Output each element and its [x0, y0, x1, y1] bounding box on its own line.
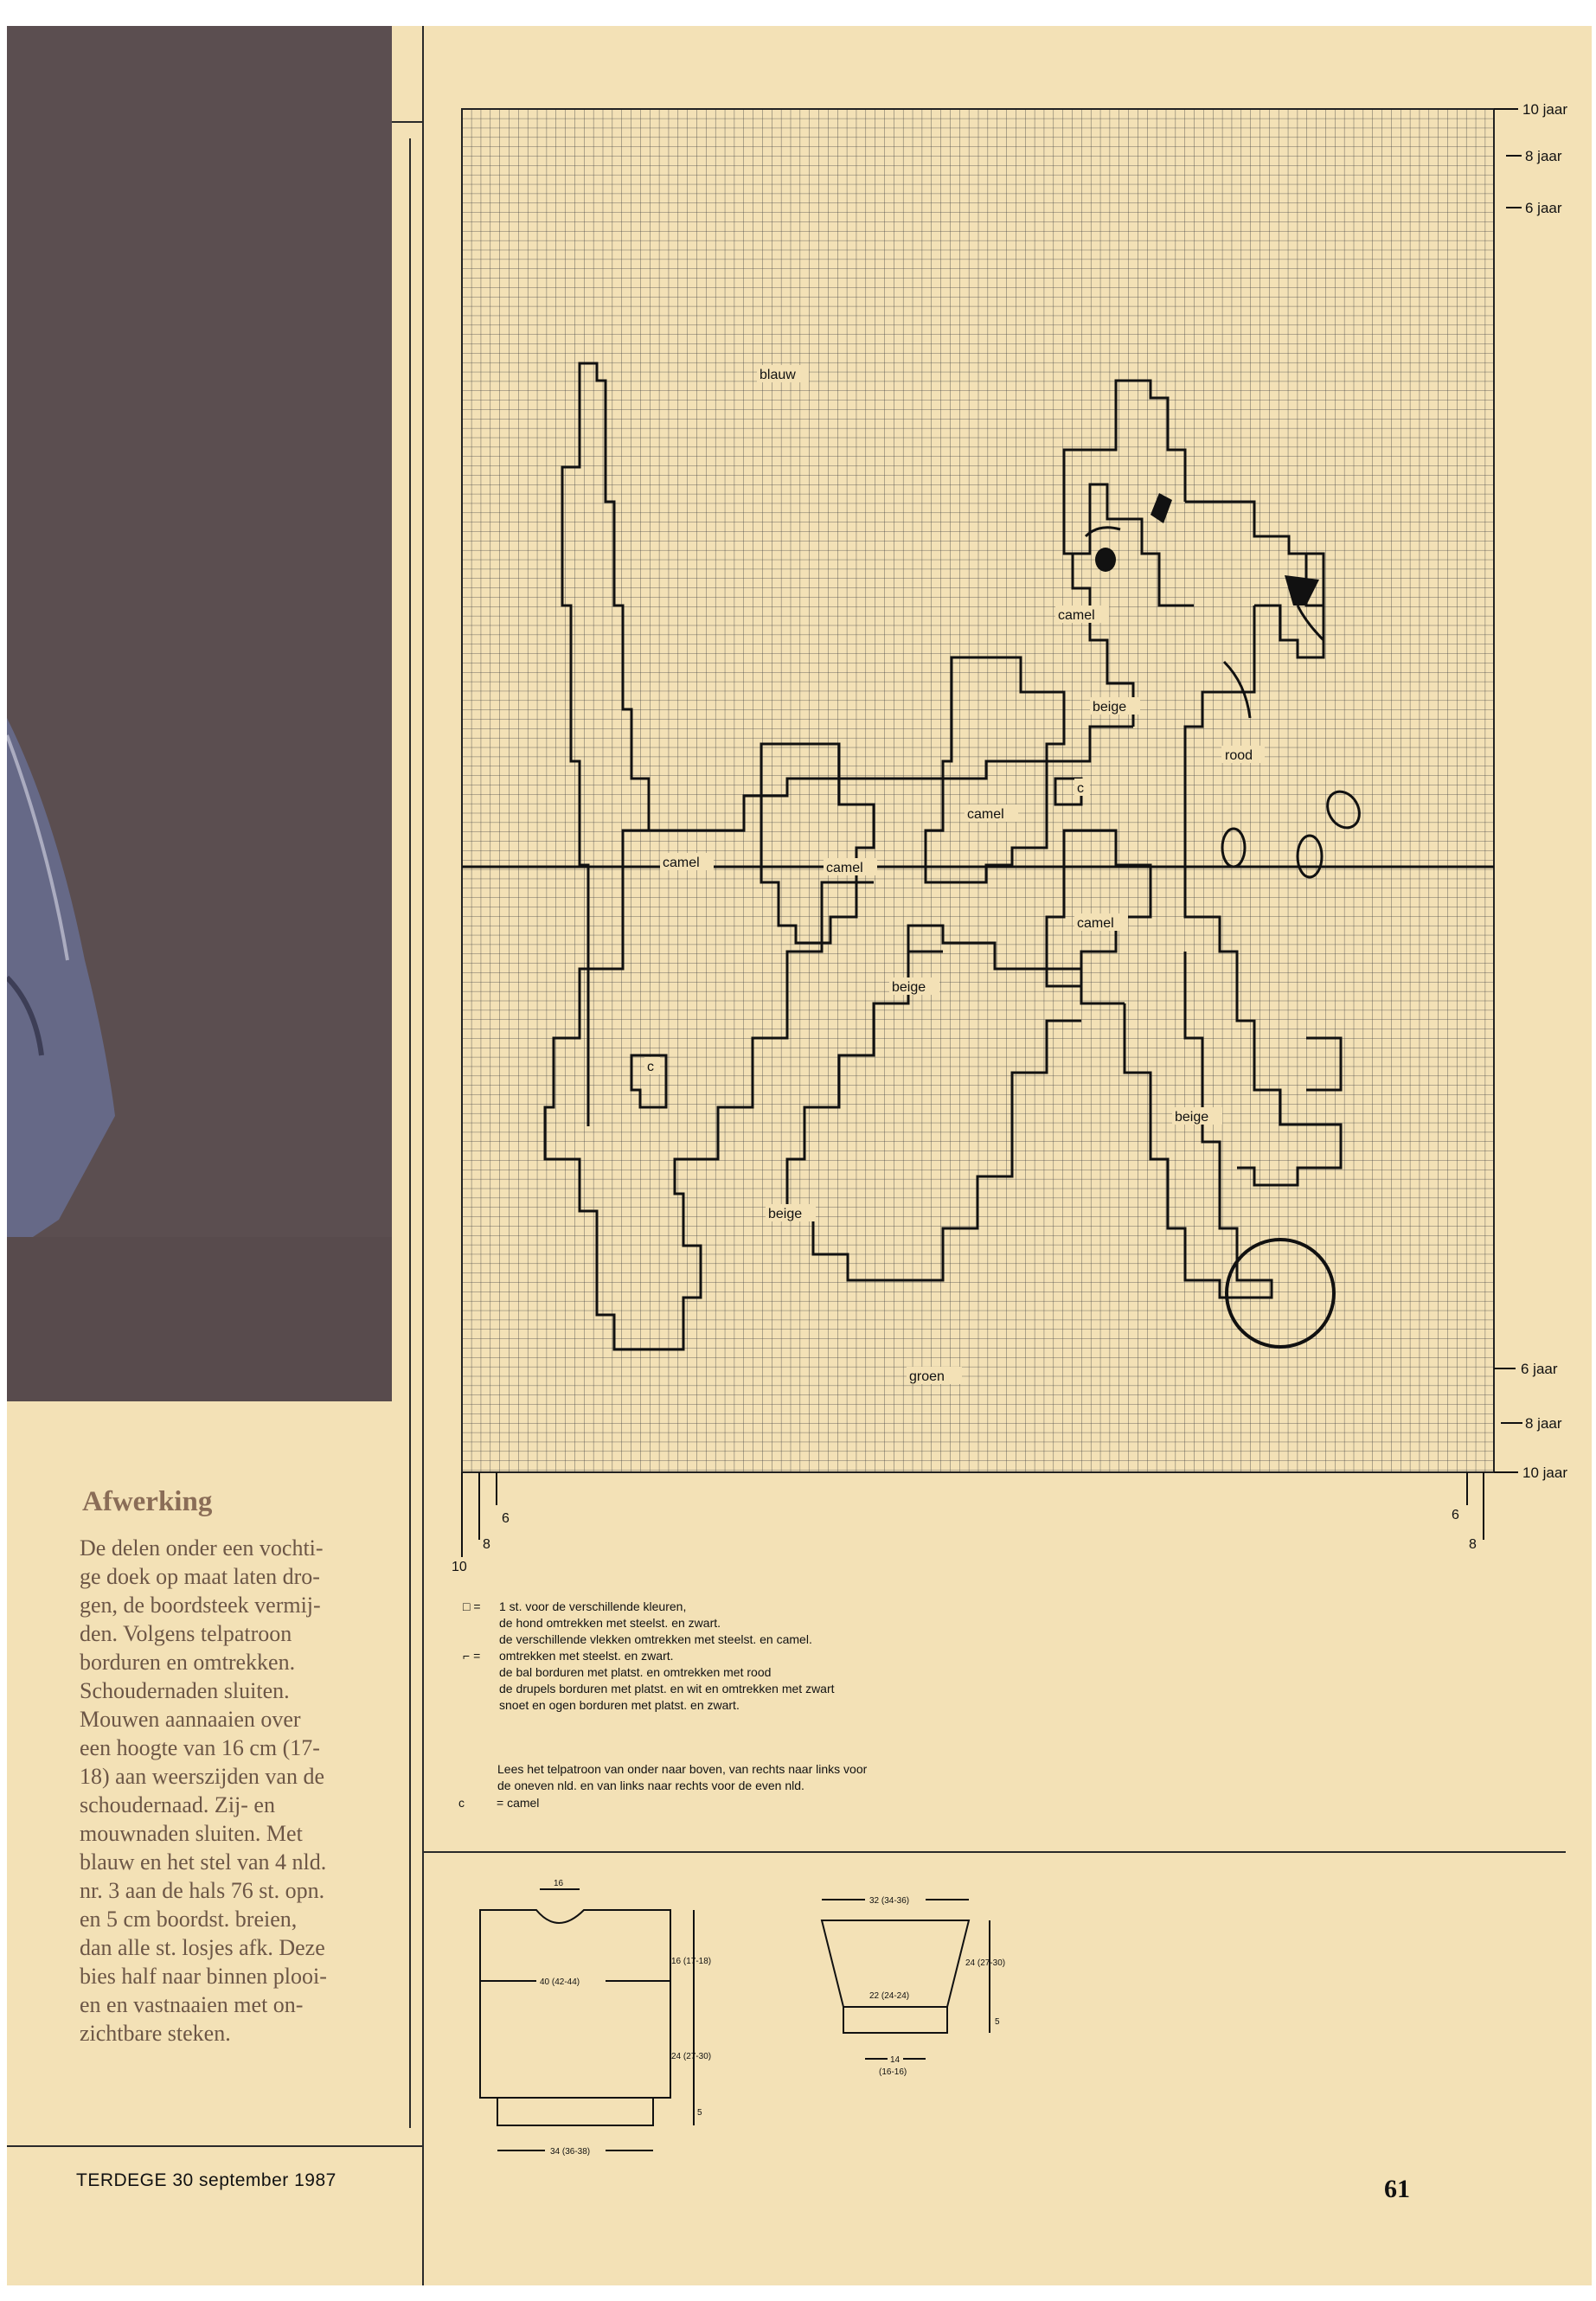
- top-rule-left: [392, 121, 424, 123]
- dim-sleeve-length: 24 (27-30): [965, 1958, 1006, 1968]
- legend-symbol: ⌐ =: [463, 1649, 481, 1663]
- dim-bottom: 34 (36-38): [550, 2147, 591, 2157]
- width-mark-right: 6: [1452, 1508, 1459, 1522]
- size-label-top: 6 jaar: [1525, 200, 1562, 216]
- legend-symbol: □ =: [463, 1599, 481, 1613]
- width-markers: [462, 1472, 1484, 1557]
- text-line: Schoudernaden sluiten.: [80, 1678, 290, 1703]
- knitting-chart: [424, 87, 1592, 1592]
- dim-rib: 5: [697, 2108, 702, 2118]
- sleeve-schematic: [804, 1886, 1047, 2102]
- dim-armhole: 16 (17-18): [671, 1957, 712, 1966]
- sweater-photo: [7, 26, 392, 1401]
- dim-neck: 16: [554, 1879, 564, 1888]
- text-line: een hoogte van 16 cm (17-: [80, 1735, 320, 1760]
- text-line: mouwnaden sluiten. Met: [80, 1821, 303, 1846]
- legend-text: de drupels borduren met platst. en wit en omtrekken met zwart: [499, 1682, 835, 1695]
- schematic-rule: [424, 1851, 1566, 1853]
- label-c: c: [1077, 781, 1084, 796]
- legend-text: de bal borduren met platst. en omtrekken met rood: [499, 1665, 772, 1679]
- size-markers-right: [1494, 109, 1522, 1472]
- legend-text: omtrekken met steelst. en zwart.: [499, 1649, 674, 1663]
- afwerking-body: [80, 1534, 391, 2048]
- legend-text: de hond omtrekken met steelst. en zwart.: [499, 1616, 721, 1630]
- footer-rule: [7, 2145, 422, 2147]
- label-beige: beige: [1175, 1110, 1209, 1125]
- chart-legend: [463, 1599, 835, 1714]
- dim-width: 40 (42-44): [540, 1977, 580, 1987]
- dim-body-height: 24 (27-30): [671, 2052, 712, 2061]
- size-label-bottom: 8 jaar: [1525, 1415, 1562, 1432]
- label-camel: camel: [1077, 916, 1114, 931]
- text-line: borduren en omtrekken.: [80, 1650, 296, 1675]
- width-mark-left: 6: [502, 1511, 510, 1526]
- legend-text: 1 st. voor de verschillende kleuren,: [499, 1599, 687, 1613]
- label-blauw: blauw: [760, 368, 796, 382]
- text-line: gen, de boordsteek vermij-: [80, 1593, 321, 1618]
- text-line: De delen onder een vochti-: [80, 1535, 324, 1561]
- dog-eye: [1095, 548, 1116, 572]
- label-groen: groen: [909, 1369, 945, 1384]
- text-line: en 5 cm boordst. breien,: [80, 1907, 298, 1932]
- body-schematic: [467, 1868, 753, 2163]
- text-frame-right: [409, 138, 411, 2128]
- size-label-top: 10 jaar: [1522, 101, 1567, 118]
- text-line: blauw en het stel van 4 nld.: [80, 1849, 327, 1875]
- text-line: den. Volgens telpatroon: [80, 1621, 292, 1646]
- text-line: dan alle st. losjes afk. Deze: [80, 1935, 325, 1960]
- label-beige: beige: [768, 1207, 803, 1221]
- dim-cuff-width: 22 (24-24): [869, 1991, 910, 2001]
- width-mark-right: 8: [1469, 1537, 1477, 1552]
- width-mark-left: 8: [483, 1537, 490, 1552]
- text-line: nr. 3 aan de hals 76 st. opn.: [80, 1878, 325, 1903]
- dim-sleeve-bottom-alt: (16-16): [879, 2067, 907, 2077]
- text-line: Mouwen aannaaien over: [80, 1707, 301, 1732]
- text-line: ge doek op maat laten dro-: [80, 1564, 320, 1589]
- dim-cuff: 5: [995, 2017, 1000, 2027]
- size-label-bottom: 10 jaar: [1522, 1465, 1567, 1481]
- size-label-bottom: 6 jaar: [1521, 1361, 1558, 1377]
- label-beige: beige: [892, 980, 926, 995]
- page-number: 61: [1384, 2175, 1410, 2203]
- size-label-top: 8 jaar: [1525, 148, 1562, 164]
- instruction-line: Lees het telpatroon van onder naar boven, van rechts naar links voor: [497, 1762, 868, 1776]
- reading-instructions: [497, 1761, 867, 1794]
- label-camel: camel: [1058, 608, 1095, 623]
- dim-sleeve-top: 32 (34-36): [869, 1896, 910, 1906]
- instruction-line: de oneven nld. en van links naar rechts voor de even nld.: [497, 1779, 804, 1792]
- legend-c: c = camel: [458, 1796, 540, 1810]
- label-beige: beige: [1093, 700, 1127, 715]
- width-mark-left: 10: [452, 1560, 467, 1574]
- legend-text: de verschillende vlekken omtrekken met steelst. en camel.: [499, 1632, 812, 1646]
- label-rood: rood: [1225, 748, 1253, 763]
- afwerking-heading: Afwerking: [82, 1486, 213, 1517]
- text-line: en en vastnaaien met on-: [80, 1992, 304, 2017]
- label-camel: camel: [663, 856, 700, 870]
- magazine-footer: TERDEGE 30 september 1987: [76, 2170, 337, 2190]
- text-line: bies half naar binnen plooi-: [80, 1964, 327, 1989]
- text-line: schoudernaad. Zij- en: [80, 1792, 275, 1817]
- label-c: c: [647, 1060, 654, 1074]
- label-camel: camel: [826, 861, 863, 875]
- text-line: 18) aan weerszijden van de: [80, 1764, 324, 1789]
- legend-text: snoet en ogen borduren met platst. en zwart.: [499, 1698, 740, 1712]
- text-line: zichtbare steken.: [80, 2021, 231, 2046]
- label-camel: camel: [967, 807, 1004, 822]
- dim-sleeve-bottom: 14: [890, 2055, 901, 2065]
